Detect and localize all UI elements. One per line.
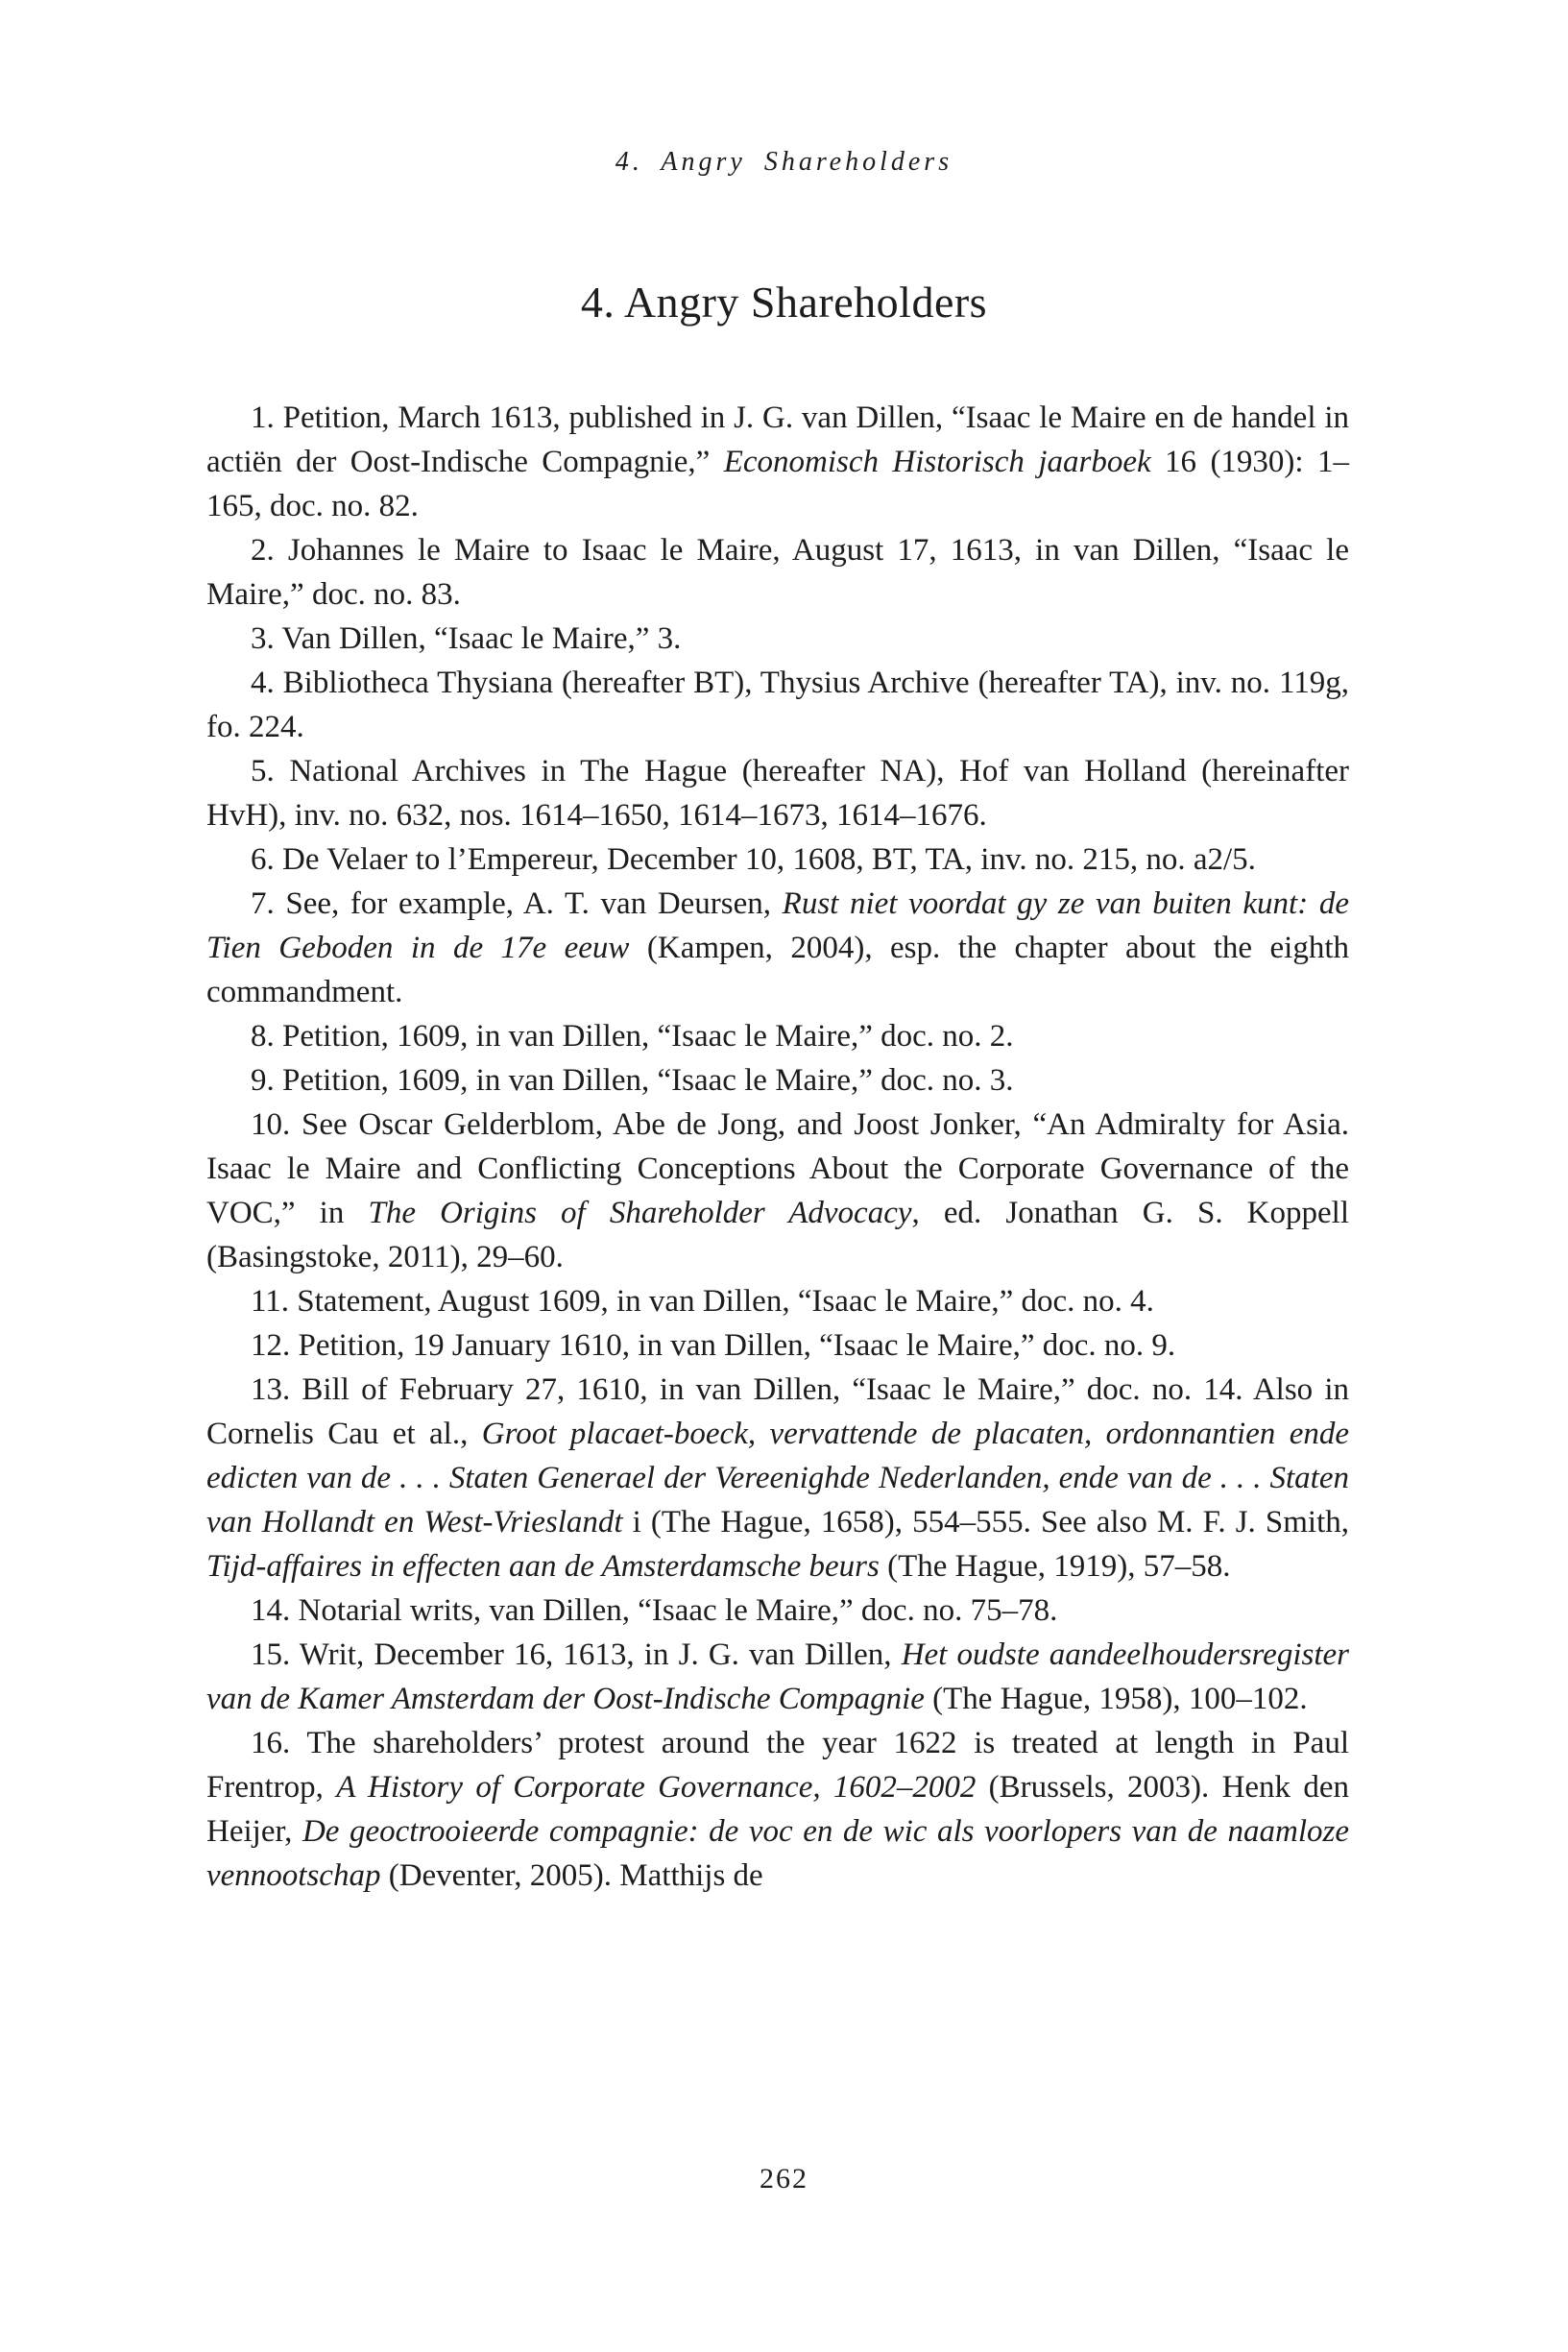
note-text: 2. Johannes le Maire to Isaac le Maire, August 17, 1613, in van Dillen, “Isaac le Maire,” doc. no. 83.	[206, 533, 1349, 612]
note-text: 11. Statement, August 1609, in van Dillen, “Isaac le Maire,” doc. no. 4.	[251, 1284, 1154, 1319]
note-text: , ed. Jonathan G. S. Koppell (Basingstoke, 2011), 29–60.	[206, 1196, 1349, 1274]
note-text: 12. Petition, 19 January 1610, in van Dillen, “Isaac le Maire,” doc. no. 9.	[251, 1328, 1176, 1363]
note-text-italic: Economisch Historisch jaarboek	[723, 445, 1151, 479]
note-paragraph	[206, 1721, 1349, 1898]
note-text-italic: A History of Corporate Governance, 1602–2002	[336, 1770, 977, 1805]
note-text: 9. Petition, 1609, in van Dillen, “Isaac le Maire,” doc. no. 3.	[251, 1063, 1014, 1098]
note-text: 8. Petition, 1609, in van Dillen, “Isaac le Maire,” doc. no. 2.	[251, 1019, 1014, 1054]
note-paragraph	[206, 661, 1349, 749]
note-text-italic: Rust niet voordat gy ze van buiten kunt: de Tien Geboden in de 17e eeuw	[206, 886, 1349, 965]
note-paragraph	[206, 1103, 1349, 1279]
note-text: 15. Writ, December 16, 1613, in J. G. van Dillen,	[251, 1637, 902, 1672]
note-text-italic: Het oudste aandeelhoudersregister van de Kamer Amsterdam der Oost-Indische Compagnie	[206, 1637, 1349, 1716]
note-text-italic: Groot placaet-boeck, vervattende de placaten, ordonnantien ende edicten van de . . . Staten Generael der Vereenighde Nederlanden, ende van de . . . Staten van Hollandt en West-Vrieslandt	[206, 1417, 1349, 1540]
note-paragraph	[206, 1633, 1349, 1721]
note-text-italic: The Origins of Shareholder Advocacy	[368, 1196, 912, 1230]
note-text: 1. Petition, March 1613, published in J. G. van Dillen, “Isaac le Maire en de handel in actiën der Oost-Indische Compagnie,”	[206, 400, 1349, 479]
notes-section	[206, 396, 1349, 1898]
note-text: 5. National Archives in The Hague (hereafter NA), Hof van Holland (hereinafter HvH), inv. no. 632, nos. 1614–1650, 1614–1673, 1614–1676.	[206, 754, 1349, 833]
note-paragraph	[206, 396, 1349, 528]
chapter-title: 4. Angry Shareholders	[580, 278, 988, 327]
note-text: 13. Bill of February 27, 1610, in van Dillen, “Isaac le Maire,” doc. no. 14. Also in Cornelis Cau et al.,	[206, 1372, 1349, 1451]
page-number: 262	[760, 2163, 808, 2194]
note-text: 16. The shareholders’ protest around the year 1622 is treated at length in Paul Frentrop,	[206, 1726, 1349, 1805]
note-text: (The Hague, 1919), 57–58.	[879, 1549, 1231, 1584]
note-text: (Deventer, 2005). Matthijs de	[380, 1858, 763, 1893]
note-text: (Brussels, 2003). Henk den Heijer,	[206, 1770, 1349, 1849]
note-text-italic: Tijd-affaires in effecten aan de Amsterdamsche beurs	[206, 1549, 880, 1584]
note-paragraph	[206, 1588, 1349, 1633]
note-text: 10. See Oscar Gelderblom, Abe de Jong, and Joost Jonker, “An Admiralty for Asia. Isaac le Maire and Conflicting Conceptions About the Corporate Governance of the VOC,” in	[206, 1107, 1349, 1230]
note-text: 16 (1930): 1–165, doc. no. 82.	[206, 445, 1349, 523]
note-text: i (The Hague, 1658), 554–555. See also M. F. J. Smith,	[622, 1505, 1349, 1540]
note-text: 14. Notarial writs, van Dillen, “Isaac le Maire,” doc. no. 75–78.	[251, 1593, 1058, 1628]
note-text-italic: De geoctrooieerde compagnie: de voc en de wic als voorlopers van de naamloze vennootschap	[206, 1814, 1349, 1893]
note-text: 6. De Velaer to l’Empereur, December 10, 1608, BT, TA, inv. no. 215, no. a2/5.	[251, 842, 1256, 877]
note-paragraph	[206, 837, 1349, 882]
note-paragraph	[206, 617, 1349, 661]
running-head: 4. Angry Shareholders	[615, 147, 953, 177]
note-text: 3. Van Dillen, “Isaac le Maire,” 3.	[251, 621, 682, 656]
note-text: 4. Bibliotheca Thysiana (hereafter BT), Thysius Archive (hereafter TA), inv. no. 119g, fo. 224.	[206, 666, 1349, 744]
note-paragraph	[206, 749, 1349, 837]
note-paragraph	[206, 1323, 1349, 1368]
note-paragraph	[206, 882, 1349, 1014]
note-text: (The Hague, 1958), 100–102.	[924, 1682, 1308, 1716]
note-paragraph	[206, 1279, 1349, 1323]
note-paragraph	[206, 1368, 1349, 1588]
note-text: 7. See, for example, A. T. van Deursen,	[251, 886, 783, 921]
note-text: (Kampen, 2004), esp. the chapter about the eighth commandment.	[206, 931, 1349, 1009]
note-paragraph	[206, 1058, 1349, 1103]
note-paragraph	[206, 1014, 1349, 1058]
note-paragraph	[206, 528, 1349, 617]
